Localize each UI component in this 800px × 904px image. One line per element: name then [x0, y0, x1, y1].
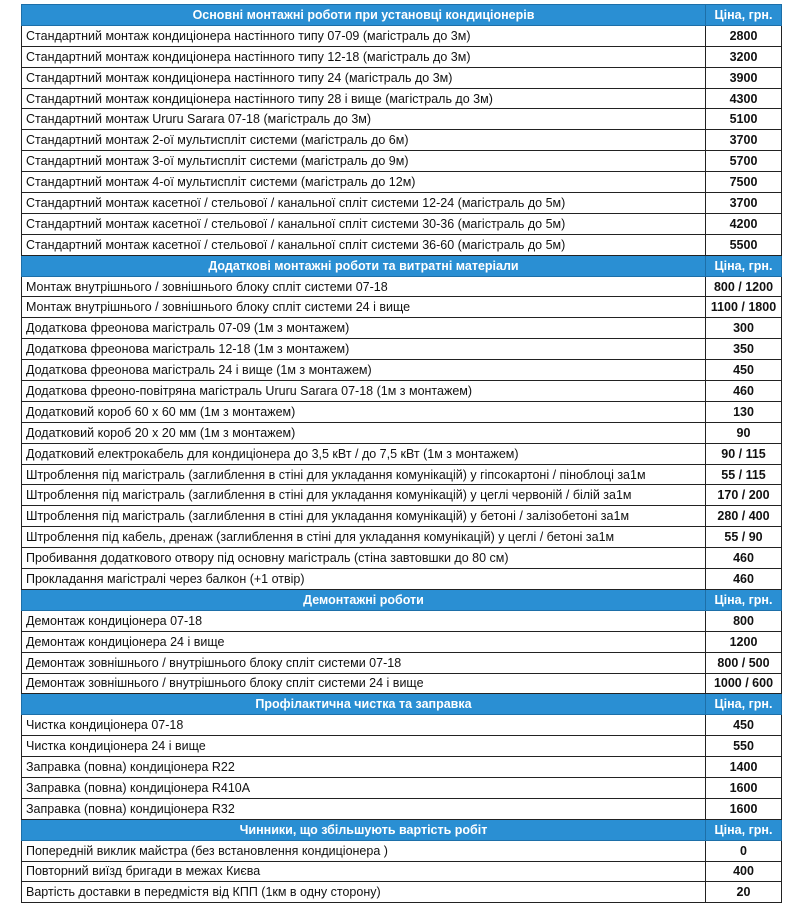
service-price: 450 — [706, 360, 782, 381]
service-name: Демонтаж зовнішнього / внутрішнього блоку спліт системи 07-18 — [22, 652, 706, 673]
service-name: Додаткова фреоно-повітряна магістраль Ururu Sarara 07-18 (1м з монтажем) — [22, 381, 706, 402]
service-price: 5500 — [706, 234, 782, 255]
service-price: 55 / 115 — [706, 464, 782, 485]
table-row — [22, 757, 782, 778]
table-row — [22, 381, 782, 402]
service-name: Стандартний монтаж кондиціонера настінного типу 07-09 (магістраль до 3м) — [22, 25, 706, 46]
service-price: 2800 — [706, 25, 782, 46]
table-row — [22, 401, 782, 422]
service-price: 4200 — [706, 213, 782, 234]
table-row — [22, 88, 782, 109]
service-price: 460 — [706, 548, 782, 569]
service-name: Стандартний монтаж касетної / стельової / канальної спліт системи 12-24 (магістраль до 5м) — [22, 193, 706, 214]
service-price: 1400 — [706, 757, 782, 778]
price-table-body — [22, 5, 782, 903]
service-name: Додаткова фреонова магістраль 24 і вище (1м з монтажем) — [22, 360, 706, 381]
section-header-row — [22, 255, 782, 276]
service-name: Пробивання додаткового отвору під основну магістраль (стіна завтовшки до 80 см) — [22, 548, 706, 569]
table-row — [22, 631, 782, 652]
service-name: Стандартний монтаж кондиціонера настінного типу 24 (магістраль до 3м) — [22, 67, 706, 88]
table-row — [22, 527, 782, 548]
service-price: 400 — [706, 861, 782, 882]
service-price: 800 / 500 — [706, 652, 782, 673]
price-column-header: Ціна, грн. — [706, 255, 782, 276]
service-price: 3200 — [706, 46, 782, 67]
service-name: Монтаж внутрішнього / зовнішнього блоку спліт системи 07-18 — [22, 276, 706, 297]
service-name: Стандартний монтаж Ururu Sarara 07-18 (магістраль до 3м) — [22, 109, 706, 130]
section-header-row — [22, 589, 782, 610]
table-row — [22, 151, 782, 172]
service-price: 170 / 200 — [706, 485, 782, 506]
table-row — [22, 673, 782, 694]
table-row — [22, 777, 782, 798]
service-name: Вартість доставки в передмістя від КПП (1км в одну сторону) — [22, 882, 706, 903]
service-name: Чистка кондиціонера 07-18 — [22, 715, 706, 736]
table-row — [22, 130, 782, 151]
service-name: Штроблення під магістраль (заглиблення в стіні для укладання комунікацій) у гіпсокартоні / піноблоці за1м — [22, 464, 706, 485]
service-name: Стандартний монтаж кондиціонера настінного типу 28 і вище (магістраль до 3м) — [22, 88, 706, 109]
table-row — [22, 464, 782, 485]
table-row — [22, 652, 782, 673]
section-title: Додаткові монтажні роботи та витратні матеріали — [22, 255, 706, 276]
table-row — [22, 213, 782, 234]
section-title: Профілактична чистка та заправка — [22, 694, 706, 715]
service-price: 460 — [706, 381, 782, 402]
price-table — [21, 4, 782, 903]
section-header-row — [22, 5, 782, 26]
service-price: 3700 — [706, 193, 782, 214]
table-row — [22, 798, 782, 819]
section-title: Чинники, що збільшують вартість робіт — [22, 819, 706, 840]
table-row — [22, 46, 782, 67]
table-row — [22, 840, 782, 861]
table-row — [22, 422, 782, 443]
service-name: Додатковий короб 60 х 60 мм (1м з монтажем) — [22, 401, 706, 422]
table-row — [22, 610, 782, 631]
table-row — [22, 443, 782, 464]
table-row — [22, 109, 782, 130]
service-name: Стандартний монтаж кондиціонера настінного типу 12-18 (магістраль до 3м) — [22, 46, 706, 67]
service-name: Демонтаж кондиціонера 07-18 — [22, 610, 706, 631]
service-price: 90 / 115 — [706, 443, 782, 464]
section-header-row — [22, 819, 782, 840]
table-row — [22, 861, 782, 882]
section-title: Основні монтажні роботи при установці кондиціонерів — [22, 5, 706, 26]
service-price: 1200 — [706, 631, 782, 652]
table-row — [22, 67, 782, 88]
price-column-header: Ціна, грн. — [706, 819, 782, 840]
service-name: Заправка (повна) кондиціонера R32 — [22, 798, 706, 819]
service-name: Штроблення під магістраль (заглиблення в стіні для укладання комунікацій) у бетоні / залізобетоні за1м — [22, 506, 706, 527]
section-title: Демонтажні роботи — [22, 589, 706, 610]
service-price: 450 — [706, 715, 782, 736]
table-row — [22, 318, 782, 339]
table-row — [22, 25, 782, 46]
table-row — [22, 276, 782, 297]
table-row — [22, 569, 782, 590]
service-name: Демонтаж зовнішнього / внутрішнього блоку спліт системи 24 і вище — [22, 673, 706, 694]
service-price: 800 — [706, 610, 782, 631]
service-name: Демонтаж кондиціонера 24 і вище — [22, 631, 706, 652]
service-price: 460 — [706, 569, 782, 590]
table-row — [22, 485, 782, 506]
service-price: 130 — [706, 401, 782, 422]
table-row — [22, 360, 782, 381]
service-price: 7500 — [706, 172, 782, 193]
table-row — [22, 297, 782, 318]
table-row — [22, 193, 782, 214]
service-name: Заправка (повна) кондиціонера R22 — [22, 757, 706, 778]
service-price: 20 — [706, 882, 782, 903]
service-name: Додатковий електрокабель для кондиціонера до 3,5 кВт / до 7,5 кВт (1м з монтажем) — [22, 443, 706, 464]
service-price: 300 — [706, 318, 782, 339]
service-price: 1000 / 600 — [706, 673, 782, 694]
service-price: 5100 — [706, 109, 782, 130]
service-price: 3900 — [706, 67, 782, 88]
service-price: 1600 — [706, 798, 782, 819]
price-column-header: Ціна, грн. — [706, 694, 782, 715]
table-row — [22, 736, 782, 757]
service-price: 4300 — [706, 88, 782, 109]
service-name: Стандартний монтаж касетної / стельової / канальної спліт системи 30-36 (магістраль до 5м) — [22, 213, 706, 234]
service-name: Штроблення під кабель, дренаж (заглиблення в стіні для укладання комунікацій) у цеглі / бетоні за1м — [22, 527, 706, 548]
service-price: 0 — [706, 840, 782, 861]
table-row — [22, 548, 782, 569]
service-price: 55 / 90 — [706, 527, 782, 548]
table-row — [22, 715, 782, 736]
service-price: 280 / 400 — [706, 506, 782, 527]
service-name: Прокладання магістралі через балкон (+1 отвір) — [22, 569, 706, 590]
service-price: 1600 — [706, 777, 782, 798]
service-name: Попередній виклик майстра (без встановлення кондиціонера ) — [22, 840, 706, 861]
service-name: Додаткова фреонова магістраль 07-09 (1м з монтажем) — [22, 318, 706, 339]
service-name: Стандартний монтаж касетної / стельової / канальної спліт системи 36-60 (магістраль до 5м) — [22, 234, 706, 255]
service-name: Повторний виїзд бригади в межах Києва — [22, 861, 706, 882]
table-row — [22, 339, 782, 360]
service-name: Додатковий короб 20 х 20 мм (1м з монтажем) — [22, 422, 706, 443]
service-price: 550 — [706, 736, 782, 757]
service-name: Додаткова фреонова магістраль 12-18 (1м з монтажем) — [22, 339, 706, 360]
service-name: Монтаж внутрішнього / зовнішнього блоку спліт системи 24 і вище — [22, 297, 706, 318]
table-row — [22, 172, 782, 193]
service-price: 350 — [706, 339, 782, 360]
service-price: 800 / 1200 — [706, 276, 782, 297]
table-row — [22, 234, 782, 255]
service-name: Стандартний монтаж 3-ої мультиспліт системи (магістраль до 9м) — [22, 151, 706, 172]
service-price: 1100 / 1800 — [706, 297, 782, 318]
service-name: Штроблення під магістраль (заглиблення в стіні для укладання комунікацій) у цеглі червоній / білій за1м — [22, 485, 706, 506]
service-price: 5700 — [706, 151, 782, 172]
service-name: Стандартний монтаж 4-ої мультиспліт системи (магістраль до 12м) — [22, 172, 706, 193]
section-header-row — [22, 694, 782, 715]
service-name: Стандартний монтаж 2-ої мультиспліт системи (магістраль до 6м) — [22, 130, 706, 151]
price-column-header: Ціна, грн. — [706, 589, 782, 610]
table-row — [22, 882, 782, 903]
table-row — [22, 506, 782, 527]
service-name: Чистка кондиціонера 24 і вище — [22, 736, 706, 757]
price-column-header: Ціна, грн. — [706, 5, 782, 26]
service-price: 90 — [706, 422, 782, 443]
service-name: Заправка (повна) кондиціонера R410A — [22, 777, 706, 798]
service-price: 3700 — [706, 130, 782, 151]
